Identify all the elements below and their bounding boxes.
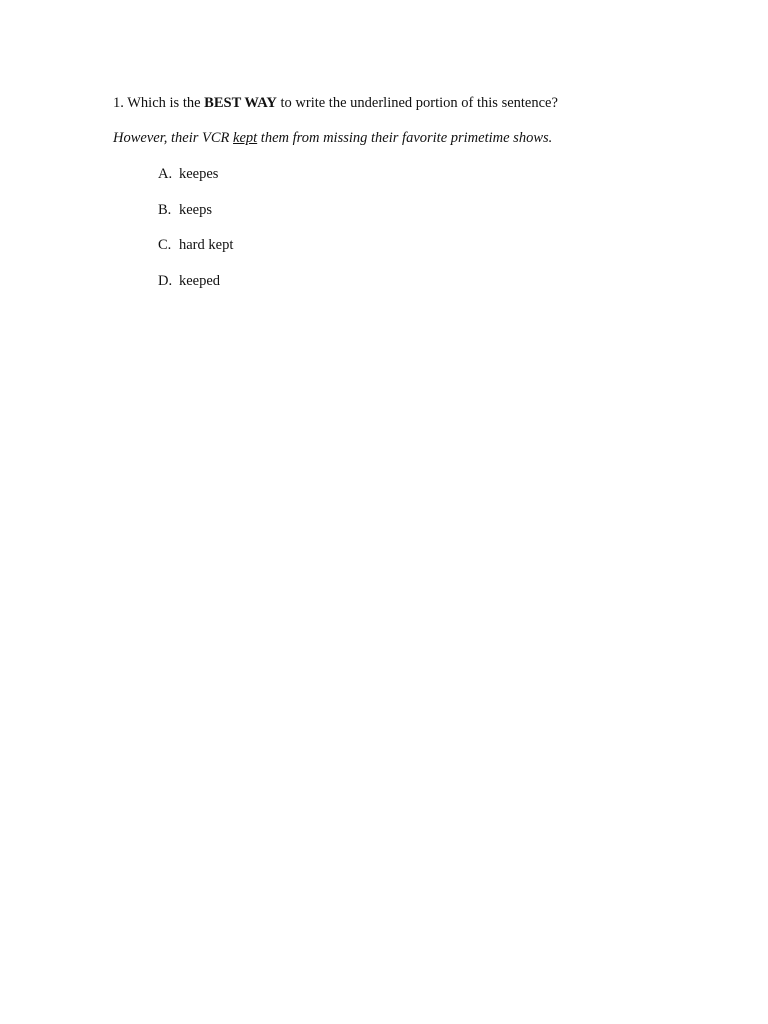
option-letter: B.	[158, 201, 172, 218]
question-prompt	[113, 93, 558, 113]
answer-option[interactable]	[158, 200, 233, 236]
option-letter: C.	[158, 237, 172, 253]
option-text: keeped	[179, 272, 221, 289]
question-emphasis: BEST WAY	[204, 95, 277, 111]
option-text: hard kept	[179, 237, 234, 253]
sentence-before: However, their VCR	[113, 130, 230, 146]
question-prefix: Which is the	[127, 95, 201, 111]
sentence-underlined-portion: kept	[233, 130, 258, 146]
answer-options	[158, 164, 233, 306]
option-letter: A.	[158, 166, 173, 182]
sentence-excerpt	[113, 128, 552, 148]
option-text: keeps	[179, 201, 213, 218]
question-number: 1.	[113, 95, 124, 111]
sentence-after: them from missing their favorite primetime shows.	[260, 130, 553, 146]
option-letter: D.	[158, 272, 173, 289]
answer-option[interactable]	[158, 235, 233, 271]
answer-option[interactable]	[158, 164, 233, 200]
answer-option[interactable]	[158, 271, 233, 307]
question-suffix: to write the underlined portion of this sentence?	[280, 95, 558, 111]
option-text: keepes	[179, 166, 219, 182]
